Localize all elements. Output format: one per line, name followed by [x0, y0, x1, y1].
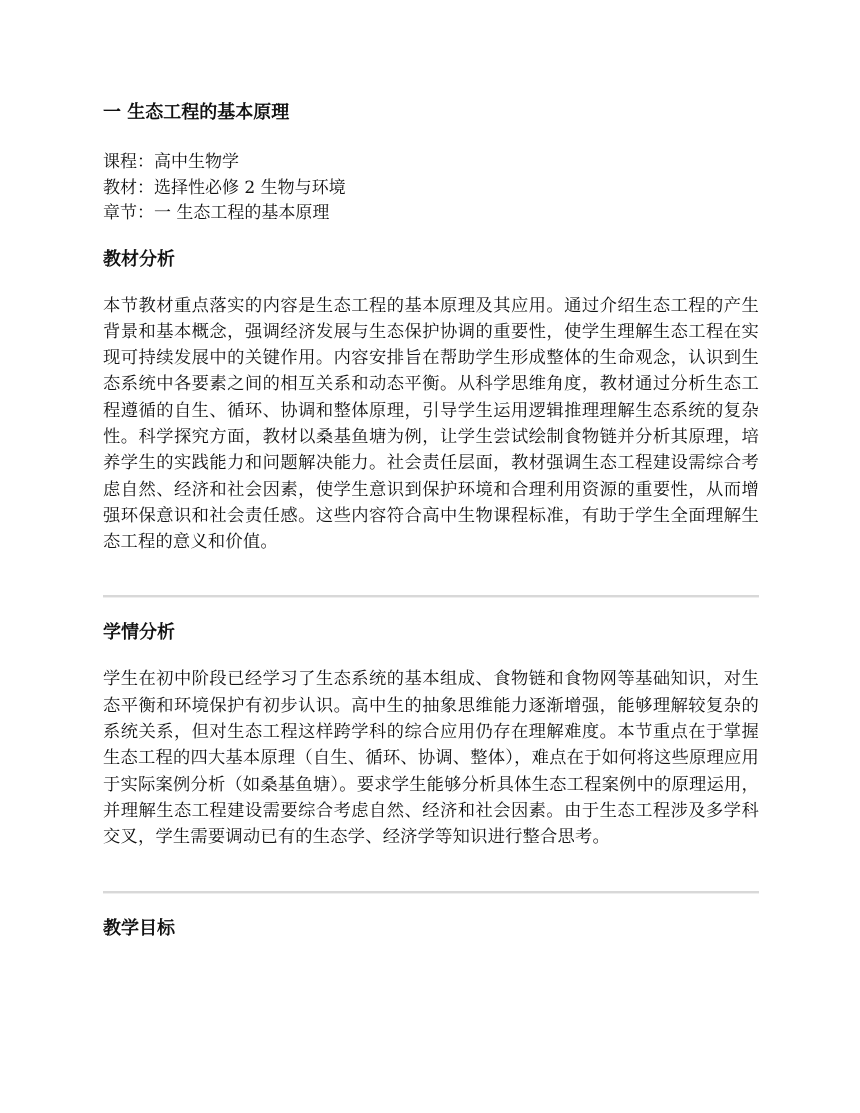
- section-heading-textbook-analysis: 教材分析: [103, 248, 175, 270]
- section-heading-student-analysis: 学情分析: [103, 622, 175, 644]
- section-divider: [103, 891, 759, 894]
- document-page: [103, 100, 759, 942]
- meta-textbook: 教材：选择性必修 2 生物与环境: [103, 177, 346, 198]
- course-meta: [103, 150, 759, 227]
- meta-chapter: 章节：一 生态工程的基本原理: [103, 203, 330, 223]
- section-body-student-analysis: 学生在初中阶段已经学习了生态系统的基本组成、食物链和食物网等基础知识，对生态平衡和环境保护有初步认识。高中生的抽象思维能力逐渐增强，能够理解较复杂的系统关系，但对生态工程这样跨学科的综合应用仍存在理解难度。本节重点在于掌握生态工程的四大基本原理（自生、循环、协调、整体），难点在于如何将这些原理应用于实际案例分析（如桑基鱼塘）。要求学生能够分析具体生态工程案例中的原理运用，并理解生态工程建设需要综合考虑自然、经济和社会因素。由于生态工程涉及多学科交叉，学生需要调动已有的生态学、经济学等知识进行整合思考。: [103, 669, 759, 848]
- document-title: 一 生态工程的基本原理: [103, 102, 290, 123]
- section-divider: [103, 595, 759, 598]
- section-body-textbook-analysis: 本节教材重点落实的内容是生态工程的基本原理及其应用。通过介绍生态工程的产生背景和基本概念，强调经济发展与生态保护协调的重要性，使学生理解生态工程在实现可持续发展中的关键作用。内容安排旨在帮助学生形成整体的生命观念，认识到生态系统中各要素之间的相互关系和动态平衡。从科学思维角度，教材通过分析生态工程遵循的自生、循环、协调和整体原理，引导学生运用逻辑推理理解生态系统的复杂性。科学探究方面，教材以桑基鱼塘为例，让学生尝试绘制食物链并分析其原理，培养学生的实践能力和问题解决能力。社会责任层面，教材强调生态工程建设需综合考虑自然、经济和社会因素，使学生意识到保护环境和合理利用资源的重要性，从而增强环保意识和社会责任感。这些内容符合高中生物课程标准，有助于学生全面理解生态工程的意义和价值。: [103, 295, 759, 553]
- meta-course: 课程：高中生物学: [103, 152, 239, 172]
- section-heading-teaching-goals: 教学目标: [103, 917, 175, 939]
